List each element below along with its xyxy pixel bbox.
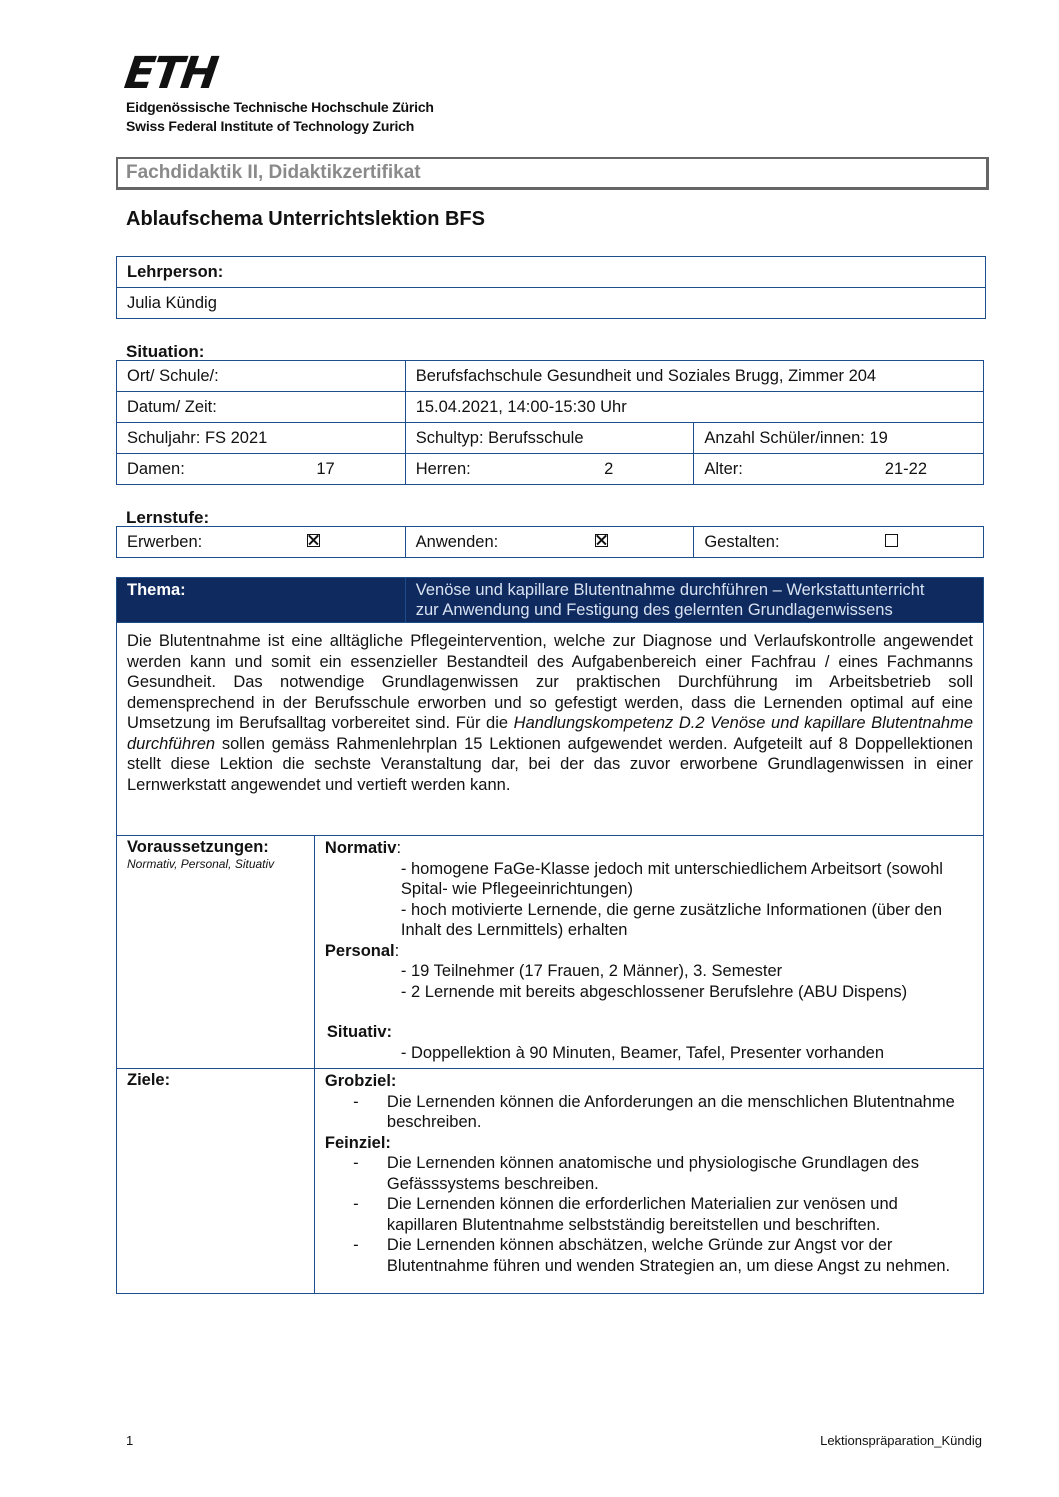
lernstufe-erwerben: [117, 527, 406, 558]
lernstufe-gestalten: [694, 527, 984, 558]
datum-label: Datum/ Zeit:: [117, 392, 406, 423]
situation-label: Situation:: [126, 342, 205, 361]
footer-filename: Lektionspräparation_Kündig: [820, 1433, 982, 1448]
schultyp: Schultyp: Berufsschule: [405, 423, 694, 454]
herren-cell: [405, 454, 694, 485]
description-text-2: sollen gemäss Rahmenlehrplan 15 Lektionen aufgewendet werden. Aufgeteilt auf 8 Doppellektionen stellt diese Lektion die sechste Veranstaltung dar, bei der das zuvor erworbene Grundlagenwissen in einer Lernwerkstatt angewendet und vertieft werden kann.: [127, 734, 973, 794]
institution-name-de: Eidgenössische Technische Hochschule Zürich: [126, 99, 434, 115]
situativ-label: Situativ:: [326, 1023, 393, 1041]
alter-cell: [694, 454, 984, 485]
alter-value: 21-22: [884, 459, 927, 478]
feinziel-item: - Die Lernenden können abschätzen, welche Gründe zur Angst vor der Blutentnahme führen und wenden Strategien an, um diese Angst zu nehmen.: [353, 1236, 951, 1275]
personal-item: - 2 Lernende mit bereits abgeschlossener Berufslehre (ABU Dispens): [400, 982, 908, 1001]
situation-table: [116, 360, 984, 485]
document-title: Ablaufschema Unterrichtslektion BFS: [126, 208, 485, 230]
personal-label: Personal: [324, 941, 395, 960]
lehrperson-value: Julia Kündig: [117, 288, 986, 319]
grobziel-item: - Die Lernenden können die Anforderungen an die menschlichen Blutentnahme beschreiben.: [353, 1092, 955, 1131]
erwerben-label: Erwerben:: [127, 532, 203, 551]
normativ-item: - hoch motivierte Lernende, die gerne zusätzliche Informationen (über den Inhalt des Lernmittels) erhalten: [400, 900, 943, 939]
situativ-item: - Doppellektion à 90 Minuten, Beamer, Tafel, Presenter vorhanden: [400, 1043, 884, 1062]
datum-value: 15.04.2021, 14:00-15:30 Uhr: [405, 392, 983, 423]
damen-cell: [117, 454, 406, 485]
damen-value: 17: [316, 459, 335, 478]
anzahl-schueler: Anzahl Schüler/innen: 19: [694, 423, 984, 454]
anwenden-label: Anwenden:: [415, 532, 499, 551]
feinziel-item: - Die Lernenden können anatomische und physiologische Grundlagen des Gefässsystems beschreiben.: [353, 1154, 919, 1193]
lernstufe-anwenden: [405, 527, 694, 558]
personal-item: - 19 Teilnehmer (17 Frauen, 2 Männer), 3. Semester: [400, 962, 783, 980]
voraussetzungen-label: Voraussetzungen:: [127, 838, 269, 856]
lernstufe-label: Lernstufe:: [126, 508, 210, 527]
feinziel-item: - Die Lernenden können die erforderlichen Materialien zur venösen und kapillaren Blutentnahme selbstständig bereitstellen und beschriften.: [353, 1195, 898, 1234]
feinziel-label: Feinziel:: [324, 1133, 391, 1152]
normativ-label: Normativ: [324, 839, 397, 857]
alter-label: Alter:: [704, 459, 743, 478]
checked-box-icon[interactable]: [595, 534, 608, 547]
ziele-content: [314, 1069, 983, 1294]
page-number: 1: [126, 1433, 134, 1448]
thema-label: Thema:: [117, 578, 406, 623]
grobziel-label: Grobziel:: [324, 1072, 397, 1090]
ort-label: Ort/ Schule/:: [117, 361, 406, 392]
schuljahr: Schuljahr: FS 2021: [117, 423, 406, 454]
description-text-1: Die Blutentnahme ist eine alltägliche Pflegeintervention, welche zur Diagnose und Verlaufskontrolle angewendet werden kann und somit ein essenzieller Bestandteil des Aufgabenbereich einer Fachfrau / eines Fachmanns Gesundheit. Das notwendige Grundlagenwissen zur praktischen Durchführung im Arbeitsbetrieb soll demensprechend in der Berufsschule erworben und so gefestigt werden, dass die Lernenden optimal auf eine Umsetzung im Berufsalltag vorbereitet sind. Für die: [127, 632, 973, 732]
thema-value: [405, 578, 983, 623]
course-header-box: [116, 157, 989, 190]
lehrperson-label: Lehrperson:: [117, 257, 986, 288]
herren-label: Herren:: [415, 459, 471, 478]
thema-line-1: Venöse und kapillare Blutentnahme durchführen – Werkstattunterricht: [415, 581, 925, 599]
checked-box-icon[interactable]: [307, 534, 320, 547]
lernstufe-table: [116, 526, 984, 558]
description-paragraph: [117, 623, 984, 836]
normativ-item: - homogene FaGe-Klasse jedoch mit unterschiedlichem Arbeitsort (sowohl Spital- wie Pflegeeinrichtungen): [400, 859, 943, 898]
voraussetzungen-sublabel: Normativ, Personal, Situativ: [127, 857, 275, 871]
thema-line-2: zur Anwendung und Festigung des gelernten Grundlagenwissens: [415, 601, 893, 619]
gestalten-label: Gestalten:: [704, 532, 780, 551]
voraussetzungen-cell: [117, 836, 315, 1069]
ziele-label: Ziele:: [117, 1069, 315, 1294]
unchecked-box-icon[interactable]: [885, 534, 898, 547]
institution-name-en: Swiss Federal Institute of Technology Zurich: [126, 118, 415, 134]
lesson-table: [116, 577, 984, 1294]
course-title: Fachdidaktik II, Didaktikzertifikat: [126, 162, 421, 183]
lehrperson-table: [116, 256, 986, 319]
description-italic: Handlungskompetenz D.2 Venöse und kapillare Blutentnahme durchführen: [127, 714, 973, 753]
eth-logo: ETH: [121, 48, 220, 99]
ort-value: Berufsfachschule Gesundheit und Soziales Brugg, Zimmer 204: [405, 361, 983, 392]
damen-label: Damen:: [127, 459, 185, 478]
voraussetzungen-content: Normativ: - homogene FaGe-Klasse jedoch mit unterschiedlichem Arbeitsort (sowohl Spital- wie Pflegeeinrichtungen) - hoch motivierte Lernende, die gerne zusätzliche Informationen (über den Inhalt des Lernmittels) erhalten Personal: - 19 Teilnehmer (17 Frauen, 2 Männer), 3. Semester - 2 Lernende mit bereits abgeschlossener Berufslehre (ABU Dispens) Situativ: - Doppellektion à 90 Minuten, Beamer, Tafel, Presenter vorhanden: [314, 836, 983, 1069]
herren-value: 2: [604, 459, 614, 478]
